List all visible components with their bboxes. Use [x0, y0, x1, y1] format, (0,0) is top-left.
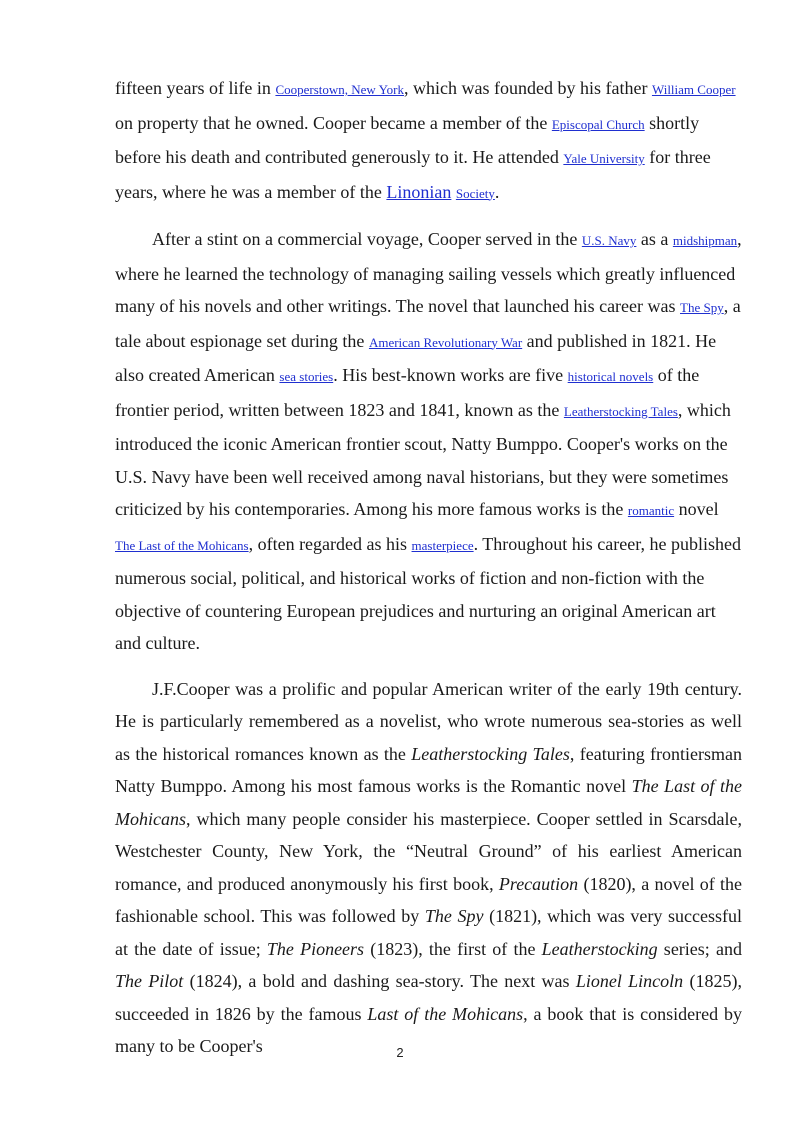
italic-title: The Pilot [115, 971, 184, 991]
text-run: , a tale about espionage set during the [115, 296, 741, 351]
text-run: (1824), a bold and dashing sea-story. The next was [183, 971, 576, 991]
text-run: (1823), the first of the [364, 938, 542, 959]
text-run: (1821), which was very successful at the date of issue; [115, 906, 742, 959]
link-american-revolutionary-war[interactable]: American Revolutionary War [368, 334, 523, 350]
text-run: novel [674, 499, 719, 519]
text-run: on property that he owned. Cooper became a member of the [115, 112, 552, 133]
italic-title: The Spy [424, 906, 484, 926]
document-page [115, 72, 742, 1063]
link-yale-university[interactable]: Yale University [563, 151, 645, 166]
italic-title: The Pioneers [266, 938, 365, 959]
text-run: , a book that is considered by many to be Cooper's [115, 1003, 742, 1056]
link-linonian[interactable]: Linonian [386, 181, 452, 202]
text-run: and published in 1821. He also created American [115, 330, 717, 385]
link-romantic[interactable]: romantic [627, 503, 675, 518]
text-run: , which was founded by his father [404, 78, 652, 98]
text-run: of the frontier period, written between 1823 and 1841, known as the [115, 365, 700, 420]
text-run: , featuring frontiersman Natty Bumppo. Among his most famous works is the Romantic novel [115, 743, 743, 796]
text-run: as a [636, 229, 673, 249]
link-society[interactable]: Society [455, 185, 495, 201]
text-run: , often regarded as his [248, 533, 412, 554]
italic-title: Leatherstocking Tales [411, 743, 570, 764]
paragraph-1 [115, 72, 742, 210]
link-sea-stories[interactable]: sea stories [279, 369, 334, 384]
text-run: . [494, 181, 500, 202]
link-william-cooper[interactable]: William Cooper [651, 82, 736, 97]
page-number: 2 [396, 1045, 404, 1060]
link-last-of-the-mohicans[interactable]: The Last of the Mohicans [115, 537, 249, 553]
link-cooperstown[interactable]: Cooperstown, New York [275, 82, 404, 97]
link-episcopal-church[interactable]: Episcopal Church [551, 116, 645, 132]
text-run: , which many people consider his masterpiece. Cooper settled in Scarsdale, Westchester County, New York, the “Neutral Ground” of his earliest American romance, and produced anonymously his first book, [115, 808, 742, 894]
link-midshipman[interactable]: midshipman [672, 233, 738, 248]
text-run: series; and [657, 938, 742, 959]
italic-title: The Last of the Mohicans [115, 776, 742, 829]
italic-title: Last of the Mohicans [367, 1003, 524, 1024]
text-run: fifteen years of life in [115, 78, 276, 98]
link-leatherstocking-tales[interactable]: Leatherstocking Tales [563, 403, 678, 419]
italic-title: Precaution [498, 873, 579, 894]
text-run: (1820), a novel of the fashionable school. This was followed by [115, 873, 743, 926]
italic-title: Leatherstocking [541, 938, 658, 959]
link-masterpiece[interactable]: masterpiece [411, 537, 474, 553]
link-historical-novels[interactable]: historical novels [567, 369, 654, 384]
text-run: (1825), succeeded in 1826 by the famous [115, 971, 742, 1024]
text-run: After a stint on a commercial voyage, Cooper served in the [152, 229, 582, 249]
text-run: shortly before his death and contributed generously to it. He attended [115, 112, 700, 167]
text-run: , which introduced the iconic American frontier scout, Natty Bumppo. Cooper's works on the U.S. Navy have been well received among naval historians, but they were sometimes criticized by his contemporaries. Among his more famous works is the [115, 399, 731, 519]
text-run: , where he learned the technology of managing sailing vessels which greatly influenced many of his novels and other writings. The novel that launched his career was [115, 229, 742, 316]
text-run: for three years, where he was a member of the [115, 147, 711, 202]
paragraph-3 [115, 673, 742, 1063]
text-run: . Throughout his career, he published numerous social, political, and historical works of fiction and non-fiction with the objective of countering European prejudices and nurturing an original American art and culture. [115, 533, 741, 653]
link-us-navy[interactable]: U.S. Navy [581, 233, 637, 248]
italic-title: Lionel Lincoln [575, 971, 684, 991]
text-run: . His best-known works are five [333, 365, 568, 385]
text-run: J.F.Cooper was a prolific and popular American writer of the early 19th century. He is particularly remembered as a novelist, who wrote numerous sea-stories as well as the historical romances known as the [115, 678, 742, 764]
link-the-spy[interactable]: The Spy [680, 300, 724, 315]
paragraph-2 [115, 223, 742, 660]
